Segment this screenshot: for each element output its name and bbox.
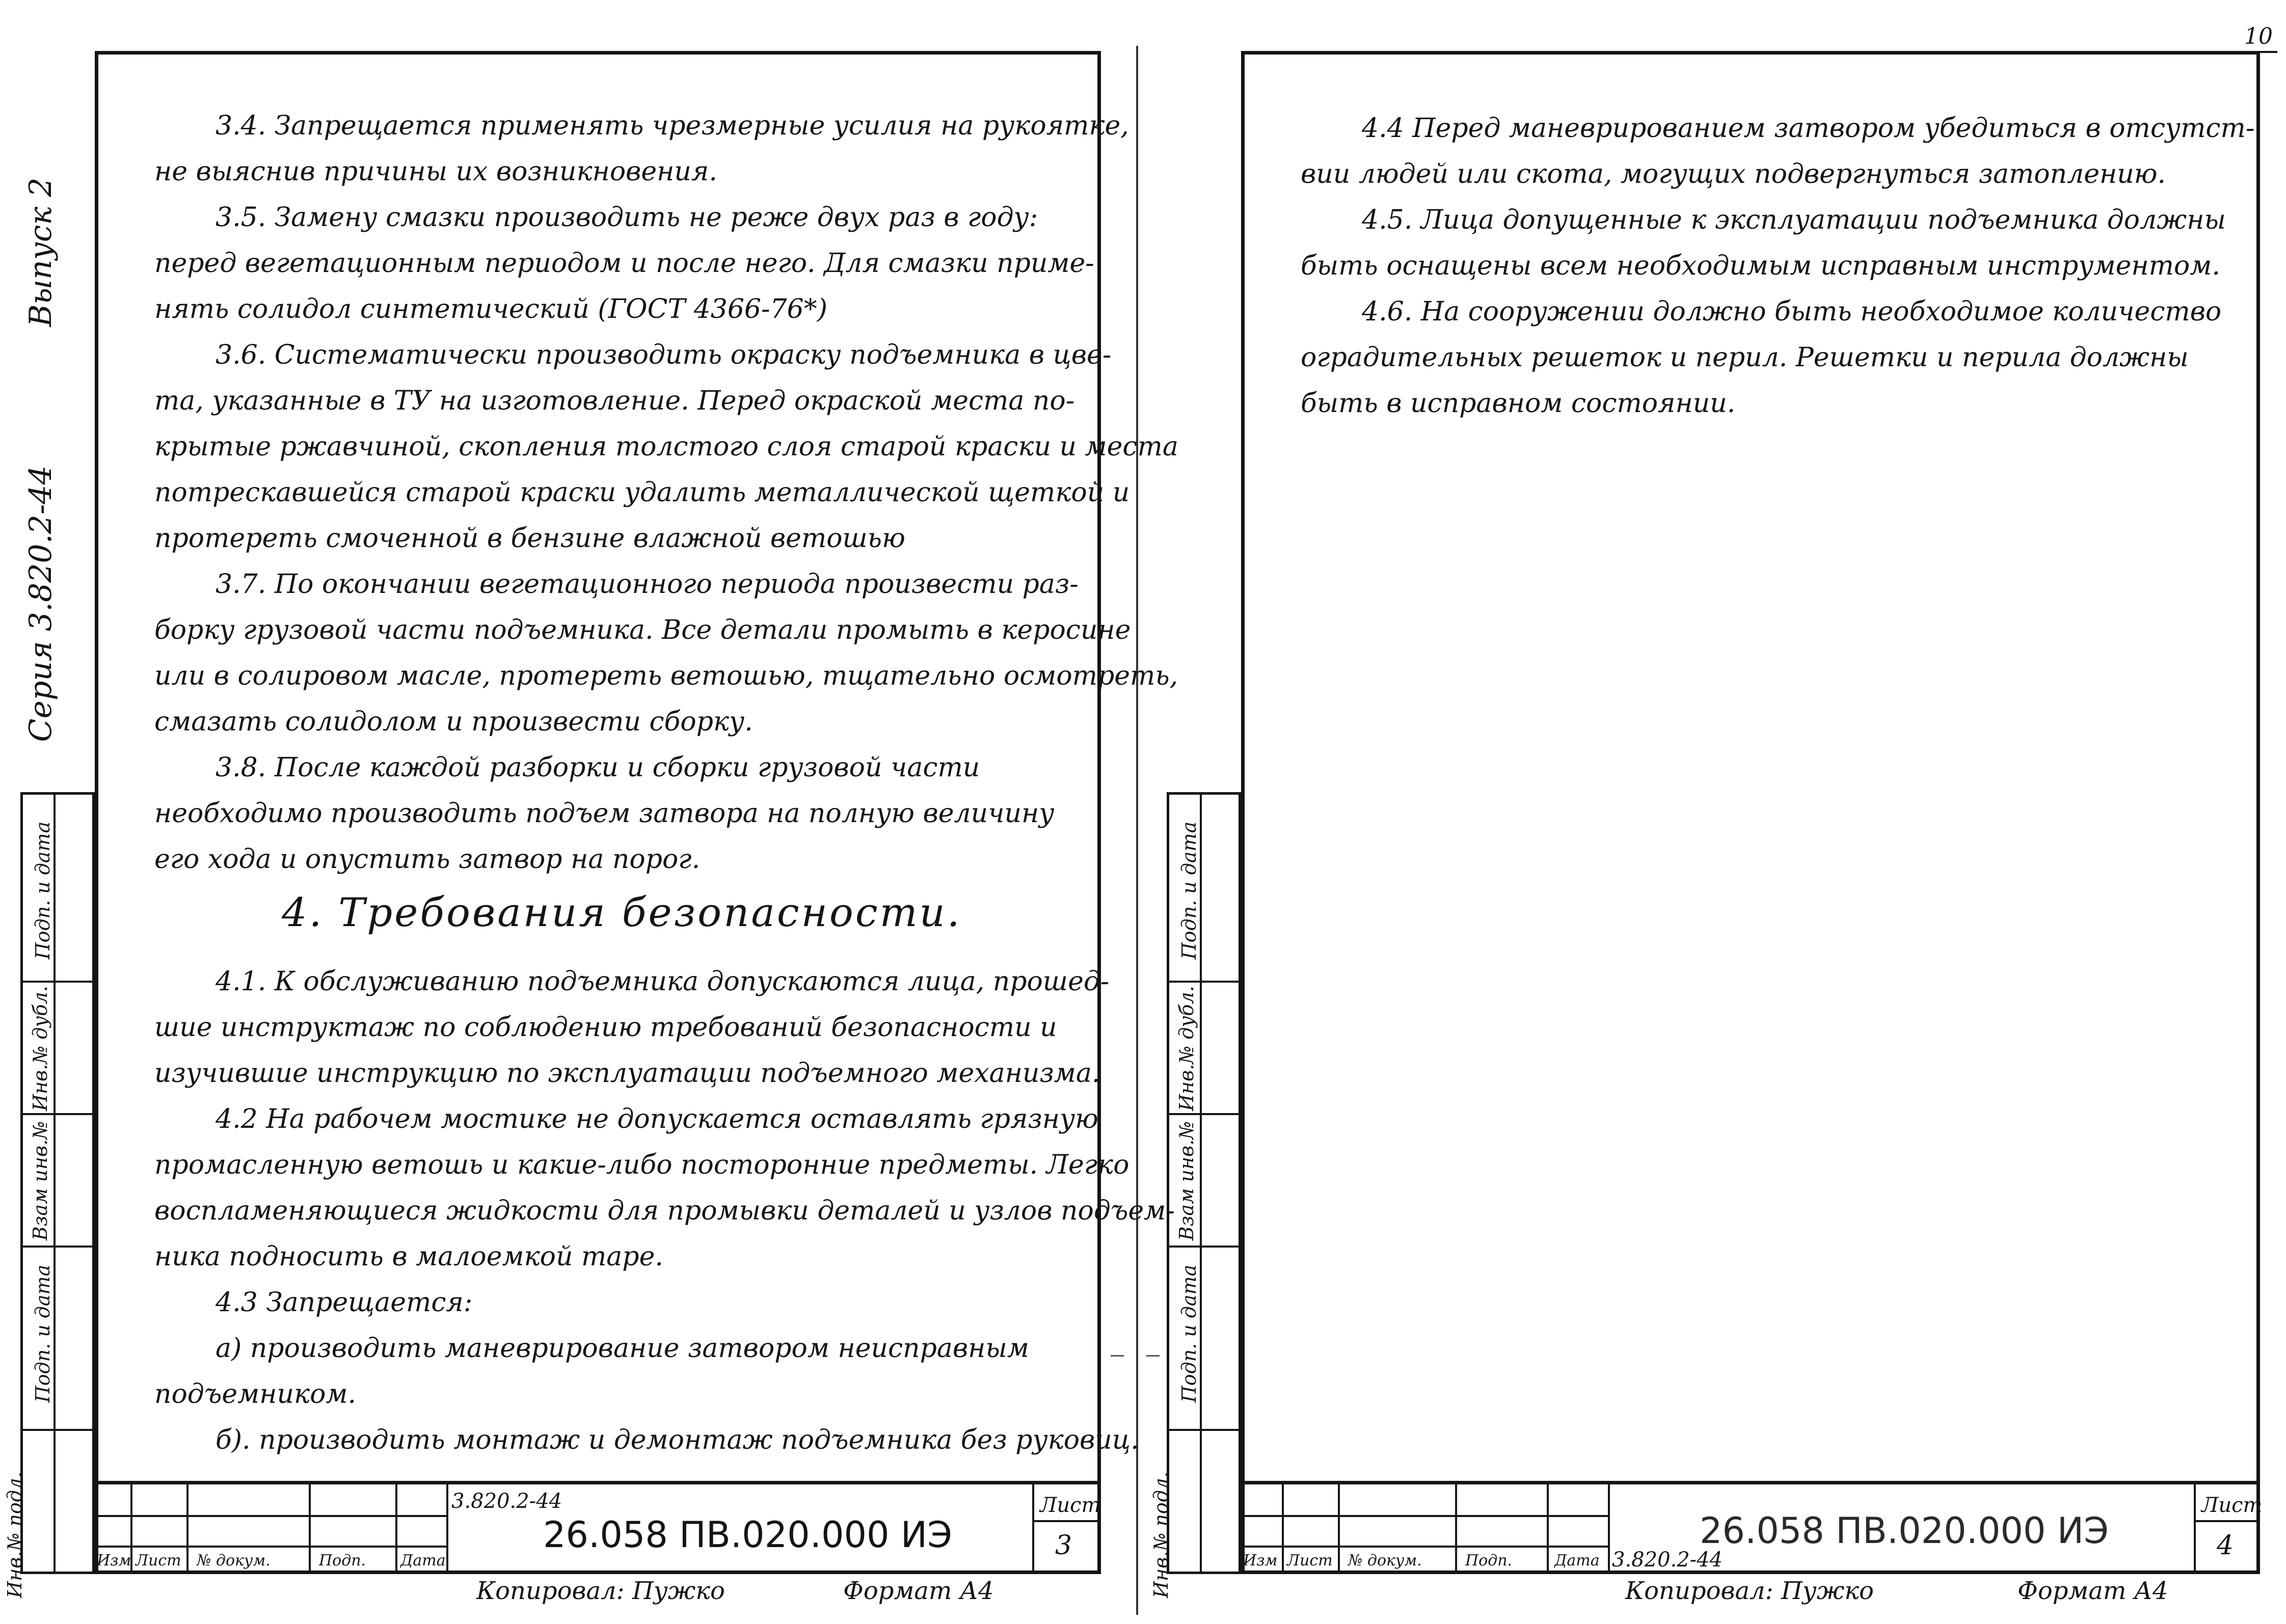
sheet-label: Лист [1040,1494,1101,1517]
side-field-label: Взам инв.№ [1175,1121,1198,1241]
right-title-block [1241,1481,2263,1574]
corner-number: 10 [2244,23,2273,49]
text-line: 4.3 Запрещается: [216,1287,473,1318]
text-line: промасленную ветошь и какие-либо посторонние предметы. Легко [154,1150,1129,1180]
text-line: 3.6. Систематически производить окраску подъемника в цве- [216,340,1112,370]
footer-copied: Копировал: Пужко [476,1577,725,1605]
side-field-label: Подп. и дата [32,1264,54,1403]
side-field-label: Инв.№ дубл. [29,986,51,1111]
text-line: не выяснив причины их возникновения. [154,156,717,187]
footer-format: Формат А4 [2018,1577,2168,1605]
text-line: 4.4 Перед маневрированием затвором убедиться в отсутст- [1362,113,2255,144]
fold-mark [1146,1355,1160,1357]
text-line: изучившие инструкцию по эксплуатации подъемного механизма. [154,1058,1100,1089]
text-line: борку грузовой части подъемника. Все детали промыть в керосине [154,615,1131,645]
text-line: 4.2 На рабочем мостике не допускается оставлять грязную [216,1104,1098,1134]
side-field-label: Инв.№ подл. [4,1471,26,1599]
footer-copied: Копировал: Пужко [1625,1577,1874,1605]
column-label: Изм [1243,1552,1278,1569]
text-line: нять солидол синтетический (ГОСТ 4366-76*) [154,294,828,324]
text-line: воспламеняющиеся жидкости для промывки деталей и узлов подъем- [154,1196,1175,1226]
sheet-label: Лист [2201,1494,2263,1517]
text-line: 3.7. По окончании вегетационного периода произвести раз- [216,569,1079,600]
document-code: 26.058 ПВ.020.000 ИЭ [543,1514,953,1556]
text-line: перед вегетационным периодом и после него. Для смазки приме- [154,248,1094,279]
column-label: Дата [1554,1552,1600,1569]
column-label: Подп. [1465,1552,1513,1569]
text-line: 3.4. Запрещается применять чрезмерные усилия на рукоятке, [216,111,1129,141]
text-line: крытые ржавчиной, скопления толстого слоя старой краски и места [154,431,1178,462]
text-line: а) производить маневрирование затвором неисправным [216,1333,1029,1364]
column-label: № докум. [1348,1552,1422,1569]
text-line: вии людей или скота, могущих подвергнуться затоплению. [1301,159,2166,190]
side-field-label: Инв.№ подл. [1150,1471,1172,1599]
document-code: 26.058 ПВ.020.000 ИЭ [1700,1510,2109,1552]
left-title-block [95,1481,1101,1574]
text-line: смазать солидолом и произвести сборку. [154,707,753,737]
text-line: протереть смоченной в бензине влажной ветошью [154,523,905,554]
text-line: необходимо производить подъем затвора на полную величину [154,798,1055,829]
column-label: Лист [136,1552,181,1569]
text-line: 3.5. Замену смазки производить не реже двух раз в году: [216,202,1038,233]
text-line: быть в исправном состоянии. [1301,388,1736,419]
text-line: подъемником. [154,1379,357,1410]
text-line: 4.6. На сооружении должно быть необходимое количество [1362,296,2222,327]
side-field-label: Подп. и дата [32,821,54,960]
text-line: оградительных решеток и перил. Решетки и перила должны [1301,342,2189,373]
sheet-number: 4 [2217,1530,2234,1561]
side-field-label: Взам инв.№ [29,1121,51,1241]
series-code: 3.820.2-44 [451,1490,562,1513]
column-label: № докум. [197,1552,271,1569]
text-line: 3.8. После каждой разборки и сборки грузовой части [216,752,980,783]
text-line: быть оснащены всем необходимым исправным инструментом. [1301,251,2220,281]
page-divider [1136,46,1138,1615]
text-line: его хода и опустить затвор на порог. [154,844,701,875]
issue-label: Выпуск 2 [23,177,59,327]
fold-mark [1111,1355,1124,1357]
column-label: Лист [1287,1552,1333,1569]
series-code: 3.820.2-44 [1612,1548,1723,1572]
side-field-label: Подп. и дата [1178,1264,1200,1403]
text-line: ника подносить в малоемкой таре. [154,1241,663,1272]
column-label: Дата [400,1552,446,1569]
footer-format: Формат А4 [843,1577,994,1605]
section-heading: 4. Требования безопасности. [282,890,962,936]
text-line: шие инструктаж по соблюдению требований безопасности и [154,1012,1057,1043]
text-line: та, указанные в ТУ на изготовление. Перед окраской места по- [154,386,1075,416]
text-line: потрескавшейся старой краски удалить металлической щеткой и [154,477,1130,508]
text-line: б). производить монтаж и демонтаж подъемника без руковиц. [216,1425,1139,1455]
right-sheet-frame [1241,51,2263,1574]
text-line: 4.1. К обслуживанию подъемника допускаются лица, прошед- [216,966,1110,997]
column-label: Подп. [319,1552,366,1569]
text-line: 4.5. Лица допущенные к эксплуатации подъемника должны [1362,205,2226,235]
series-label: Серия 3.820.2-44 [23,465,59,742]
sheet-number: 3 [1055,1530,1072,1561]
side-field-label: Инв.№ дубл. [1175,986,1198,1111]
column-label: Изм [97,1552,131,1569]
text-line: или в солировом масле, протереть ветошью, тщательно осмотреть, [154,661,1178,691]
side-field-label: Подп. и дата [1178,821,1200,960]
